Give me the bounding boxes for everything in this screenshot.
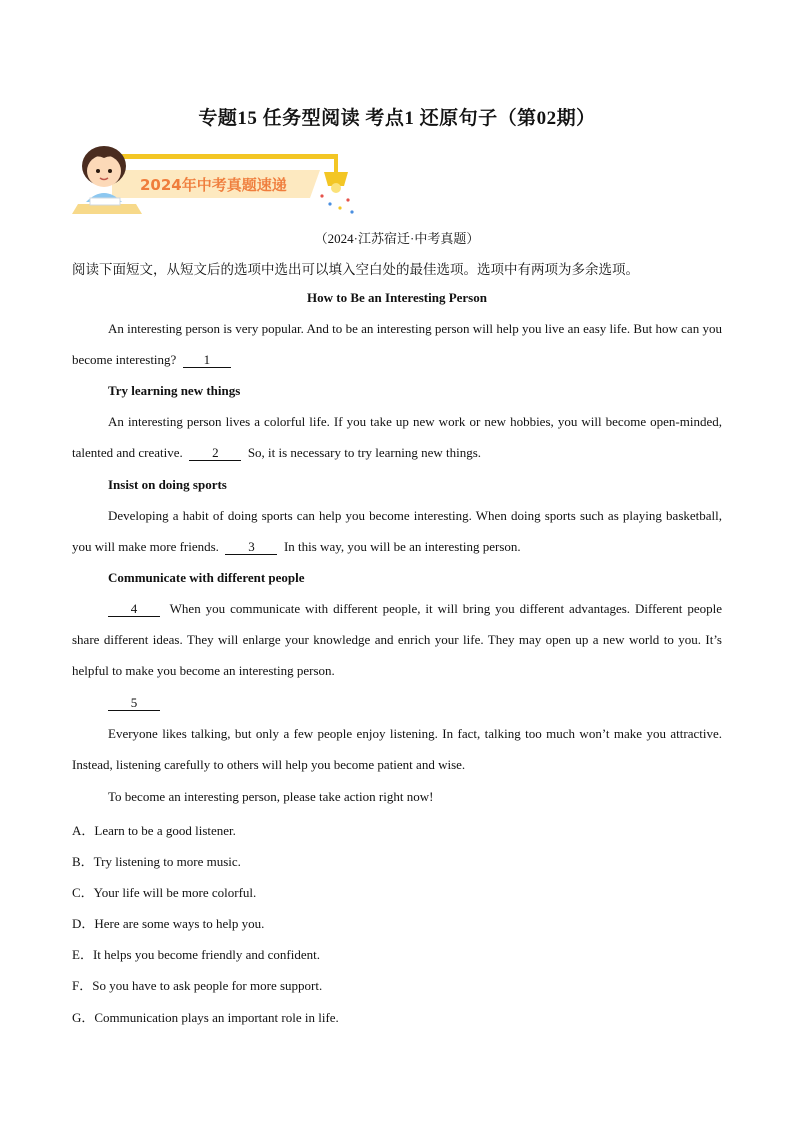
paragraph-1: An interesting person is very popular. And to be an interesting person will help you live an easy life. But how can you become interesting? 1 (72, 321, 722, 367)
heading-try-learning: Try learning new things (108, 383, 241, 398)
blank-2: 2 (189, 445, 241, 461)
blank-1: 1 (183, 352, 231, 368)
heading-insist-sports: Insist on doing sports (108, 477, 227, 492)
paragraph-3: Developing a habit of doing sports can help you become interesting. When doing sports such as playing basketball, you will make more friends. 3 In this way, you will be an interesting person. (72, 508, 722, 554)
lamp-icon (320, 154, 353, 214)
blank-4: 4 (108, 601, 160, 617)
paragraph-2: An interesting person lives a colorful life. If you take up new work or new hobbies, you will become open-minded, talented and creative. 2 So, it is necessary to try learning new things. (72, 414, 722, 460)
banner-line (114, 154, 336, 159)
question-source: （2024·江苏宿迁·中考真题） (314, 231, 480, 246)
blank-5: 5 (108, 695, 160, 711)
option-a: A．Learn to be a good listener. (72, 823, 236, 838)
banner-text: 2024年中考真题速递 (140, 176, 287, 194)
paragraph-5: Everyone likes talking, but only a few people enjoy listening. In fact, talking too much won’t make you attractive. Instead, listening carefully to others will help you become patient and wise. (72, 726, 722, 772)
heading-communicate: Communicate with different people (108, 570, 305, 585)
option-b: B．Try listening to more music. (72, 854, 241, 869)
blank-3: 3 (225, 539, 277, 555)
passage-title: How to Be an Interesting Person (307, 290, 487, 305)
option-e: E．It helps you become friendly and confident. (72, 947, 321, 962)
instruction-text: 阅读下面短文，从短文后的选项中选出可以填入空白处的最佳选项。选项中有两项为多余选项。 (72, 262, 639, 277)
banner-illustration (72, 138, 362, 220)
paragraph-4: 4 When you communicate with different people, it will bring you different advantages. Different people share different ideas. They will enlarge your knowledge and enrich your life. They may open up a new world to you. It’s helpful to make you become an interesting person. (72, 601, 722, 678)
paragraph-6: To become an interesting person, please take action right now! (108, 789, 434, 804)
paragraph-blank-5 (72, 687, 722, 718)
option-f: F．So you have to ask people for more support. (72, 978, 323, 993)
option-c: C．Your life will be more colorful. (72, 885, 257, 900)
option-d: D．Here are some ways to help you. (72, 916, 265, 931)
page-title: 专题15 任务型阅读 考点1 还原句子（第02期） (198, 108, 596, 129)
option-g: G．Communication plays an important role in life. (72, 1010, 339, 1025)
